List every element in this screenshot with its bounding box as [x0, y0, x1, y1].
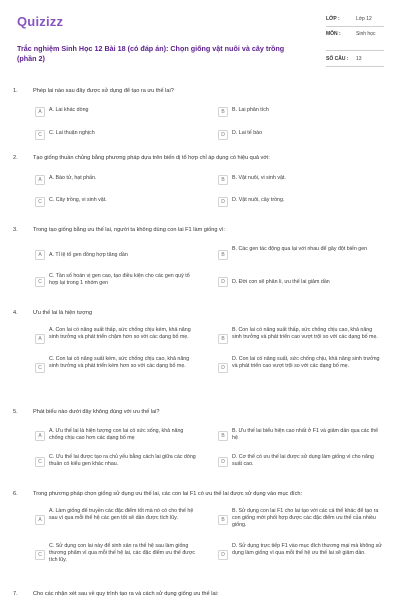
question-text: Phát biểu nào dưới đây không đúng với ưu thế lai? [33, 409, 160, 415]
option-a[interactable] [35, 508, 205, 525]
option-letter: C [35, 363, 45, 373]
option-letter: D [218, 130, 228, 140]
option-letter: B [218, 175, 228, 185]
meta-divider [326, 66, 384, 67]
question-number: 2. [13, 155, 18, 161]
class-label: LỚP : [326, 16, 340, 22]
option-a[interactable] [35, 175, 205, 185]
option-letter: B [218, 334, 228, 344]
option-a[interactable] [35, 327, 205, 344]
option-c[interactable] [35, 543, 205, 564]
option-text: C. Con lai có năng suất kém, sức chống chịu cao, khả năng sinh trưởng và phát triển kém hơn so với các dạng bố mẹ. [49, 356, 190, 369]
option-c[interactable] [35, 197, 205, 207]
question-number: 5. [13, 409, 18, 415]
option-letter: A [35, 334, 45, 344]
option-text: C. Sử dụng con lai này để sinh sản ra thế hệ sau làm giống thương phẩm vì qua mỗi thế hệ lai, các đặc điểm ưu thế được tích lũy. [49, 543, 195, 563]
option-c[interactable] [35, 356, 205, 373]
option-letter: D [218, 457, 228, 467]
option-text: A. Tỉ lệ tổ gen đồng hợp tăng dần [49, 252, 128, 258]
option-d[interactable] [218, 197, 388, 207]
option-b[interactable] [218, 428, 388, 442]
option-d[interactable] [218, 277, 388, 287]
meta-divider [326, 26, 384, 27]
option-text: A. Lai khác dòng [49, 107, 89, 113]
option-letter: A [35, 515, 45, 525]
option-text: B. Ưu thế lai biểu hiện cao nhất ở F1 và giảm dần qua các thế hệ [232, 428, 379, 441]
option-a[interactable] [35, 428, 205, 442]
option-text: B. Lai phân tích [232, 107, 269, 113]
option-b[interactable] [218, 327, 388, 344]
option-text: D. Cơ thể có ưu thế lai được sử dụng làm giống vì cho năng suất cao. [232, 454, 374, 467]
option-text: C. Tần số hoán vị gen cao, tạo điều kiện cho các gen quý tổ hợp lại trong 1 nhóm gen [49, 273, 190, 286]
option-text: B. Vật nuôi, vi sinh vật. [232, 175, 286, 181]
option-letter: B [218, 250, 228, 260]
option-text: D. Đời con sẽ phân li, ưu thế lai giảm dần [232, 279, 330, 285]
option-text: B. Con lai có năng suất thấp, sức chống chịu cao, khả năng sinh trưởng và phát triển cao vượt trội so với các dạng bố mẹ. [232, 327, 378, 340]
option-b[interactable] [218, 107, 388, 117]
option-letter: B [218, 107, 228, 117]
option-text: A. Ưu thế lai là hiện tượng con lai có sức sống, khả năng chống chịu cao hơn các dạng bố mẹ [49, 428, 184, 441]
quizizz-logo: Quizizz [17, 14, 64, 29]
option-d[interactable] [218, 356, 388, 373]
subject-value: Sinh học [356, 31, 376, 37]
subject-label: MÔN : [326, 31, 341, 37]
meta-count-row [326, 56, 390, 63]
option-b[interactable] [218, 508, 388, 529]
option-c[interactable] [35, 273, 205, 287]
option-text: B. Các gen tác động qua lại với nhau để gây đột biến gen [232, 246, 368, 252]
option-text: A. Làm giống để truyền các đặc điểm tốt mà nó có cho thế hệ sau vì qua mỗi thế hệ các gen tốt sẽ dần được tích lũy. [49, 508, 194, 521]
option-letter: C [35, 550, 45, 560]
option-d[interactable] [218, 543, 388, 560]
option-text: A. Bào tử, hạt phấn. [49, 175, 97, 181]
count-value: 13 [356, 56, 362, 62]
question-number: 7. [13, 591, 18, 597]
option-a[interactable] [35, 107, 205, 117]
option-letter: D [218, 363, 228, 373]
option-text: D. Con lai có năng suất, sức chống chịu, khả năng sinh trưởng và phát triển cao vượt trội so với các dạng bố mẹ. [232, 356, 380, 369]
option-letter: A [35, 431, 45, 441]
option-letter: C [35, 197, 45, 207]
option-a[interactable] [35, 249, 205, 260]
option-letter: A [35, 175, 45, 185]
option-text: C. Lai thuận nghịch [49, 130, 95, 136]
question-number: 6. [13, 491, 18, 497]
option-letter: B [218, 515, 228, 525]
question-text: Tạo giống thuần chủng bằng phương pháp dựa trên biến dị tổ hợp chỉ áp dụng có hiệu quả với: [33, 155, 270, 161]
question-text: Phép lai nào sau đây được sử dụng để tạo ra ưu thế lai? [33, 88, 174, 94]
option-letter: C [35, 277, 45, 287]
worksheet-title: Trắc nghiệm Sinh Học 12 Bài 18 (có đáp án): Chọn giống vật nuôi và cây trồng (phần 2) [17, 44, 285, 63]
class-value: Lớp 12 [356, 16, 372, 22]
question-number: 1. [13, 88, 18, 94]
option-d[interactable] [218, 454, 388, 468]
meta-divider [326, 50, 384, 51]
count-label: SỐ CÂU : [326, 56, 349, 62]
option-text: C. Cây trồng, vi sinh vật. [49, 197, 107, 203]
question-number: 3. [13, 227, 18, 233]
option-text: B. Sử dụng con lai F1 cho lai tạo với các cá thể khác để tạo ra con giống mới phối hợp được các đặc điểm ưu thế của nhiều giống. [232, 508, 379, 528]
meta-class-row [326, 16, 390, 23]
option-c[interactable] [35, 130, 205, 140]
option-b[interactable] [218, 175, 388, 185]
option-text: D. Sử dụng trực tiếp F1 vào mục đích thương mại mà không sử dụng làm giống vì qua mỗi thế hệ ưu thế lai sẽ giảm dần. [232, 543, 382, 556]
option-letter: D [218, 550, 228, 560]
option-c[interactable] [35, 454, 205, 468]
question-text: Cho các nhận xét sau về quy trình tạo ra và cách sử dụng giống ưu thế lai: [33, 591, 219, 597]
option-text: C. Ưu thế lai được tạo ra chủ yếu bằng cách lai giữa các dòng thuần có kiểu gen khác nhau. [49, 454, 196, 467]
question-text: Trong tạo giống bằng ưu thế lai, người ta không dùng con lai F1 làm giống vì: [33, 227, 225, 233]
question-text: Ưu thế lai là hiện tượng [33, 310, 93, 316]
option-letter: D [218, 277, 228, 287]
option-d[interactable] [218, 130, 388, 140]
option-b[interactable] [218, 246, 388, 260]
option-letter: C [35, 130, 45, 140]
option-letter: A [35, 107, 45, 117]
question-number: 4. [13, 310, 18, 316]
option-text: D. Lai tế bào [232, 130, 263, 136]
option-letter: C [35, 457, 45, 467]
option-letter: D [218, 197, 228, 207]
meta-subject-row [326, 31, 390, 38]
option-text: D. Vật nuôi, cây trồng. [232, 197, 285, 203]
option-letter: B [218, 431, 228, 441]
question-text: Trong phương pháp chọn giống sử dụng ưu thế lai, các con lai F1 có ưu thế lai được sử dụng vào mục đích: [33, 491, 303, 497]
option-text: A. Con lai có năng suất thấp, sức chống chịu kém, khả năng sinh trưởng và phát triển chậm hơn so với các dạng bố mẹ. [49, 327, 191, 340]
option-letter: A [35, 250, 45, 260]
